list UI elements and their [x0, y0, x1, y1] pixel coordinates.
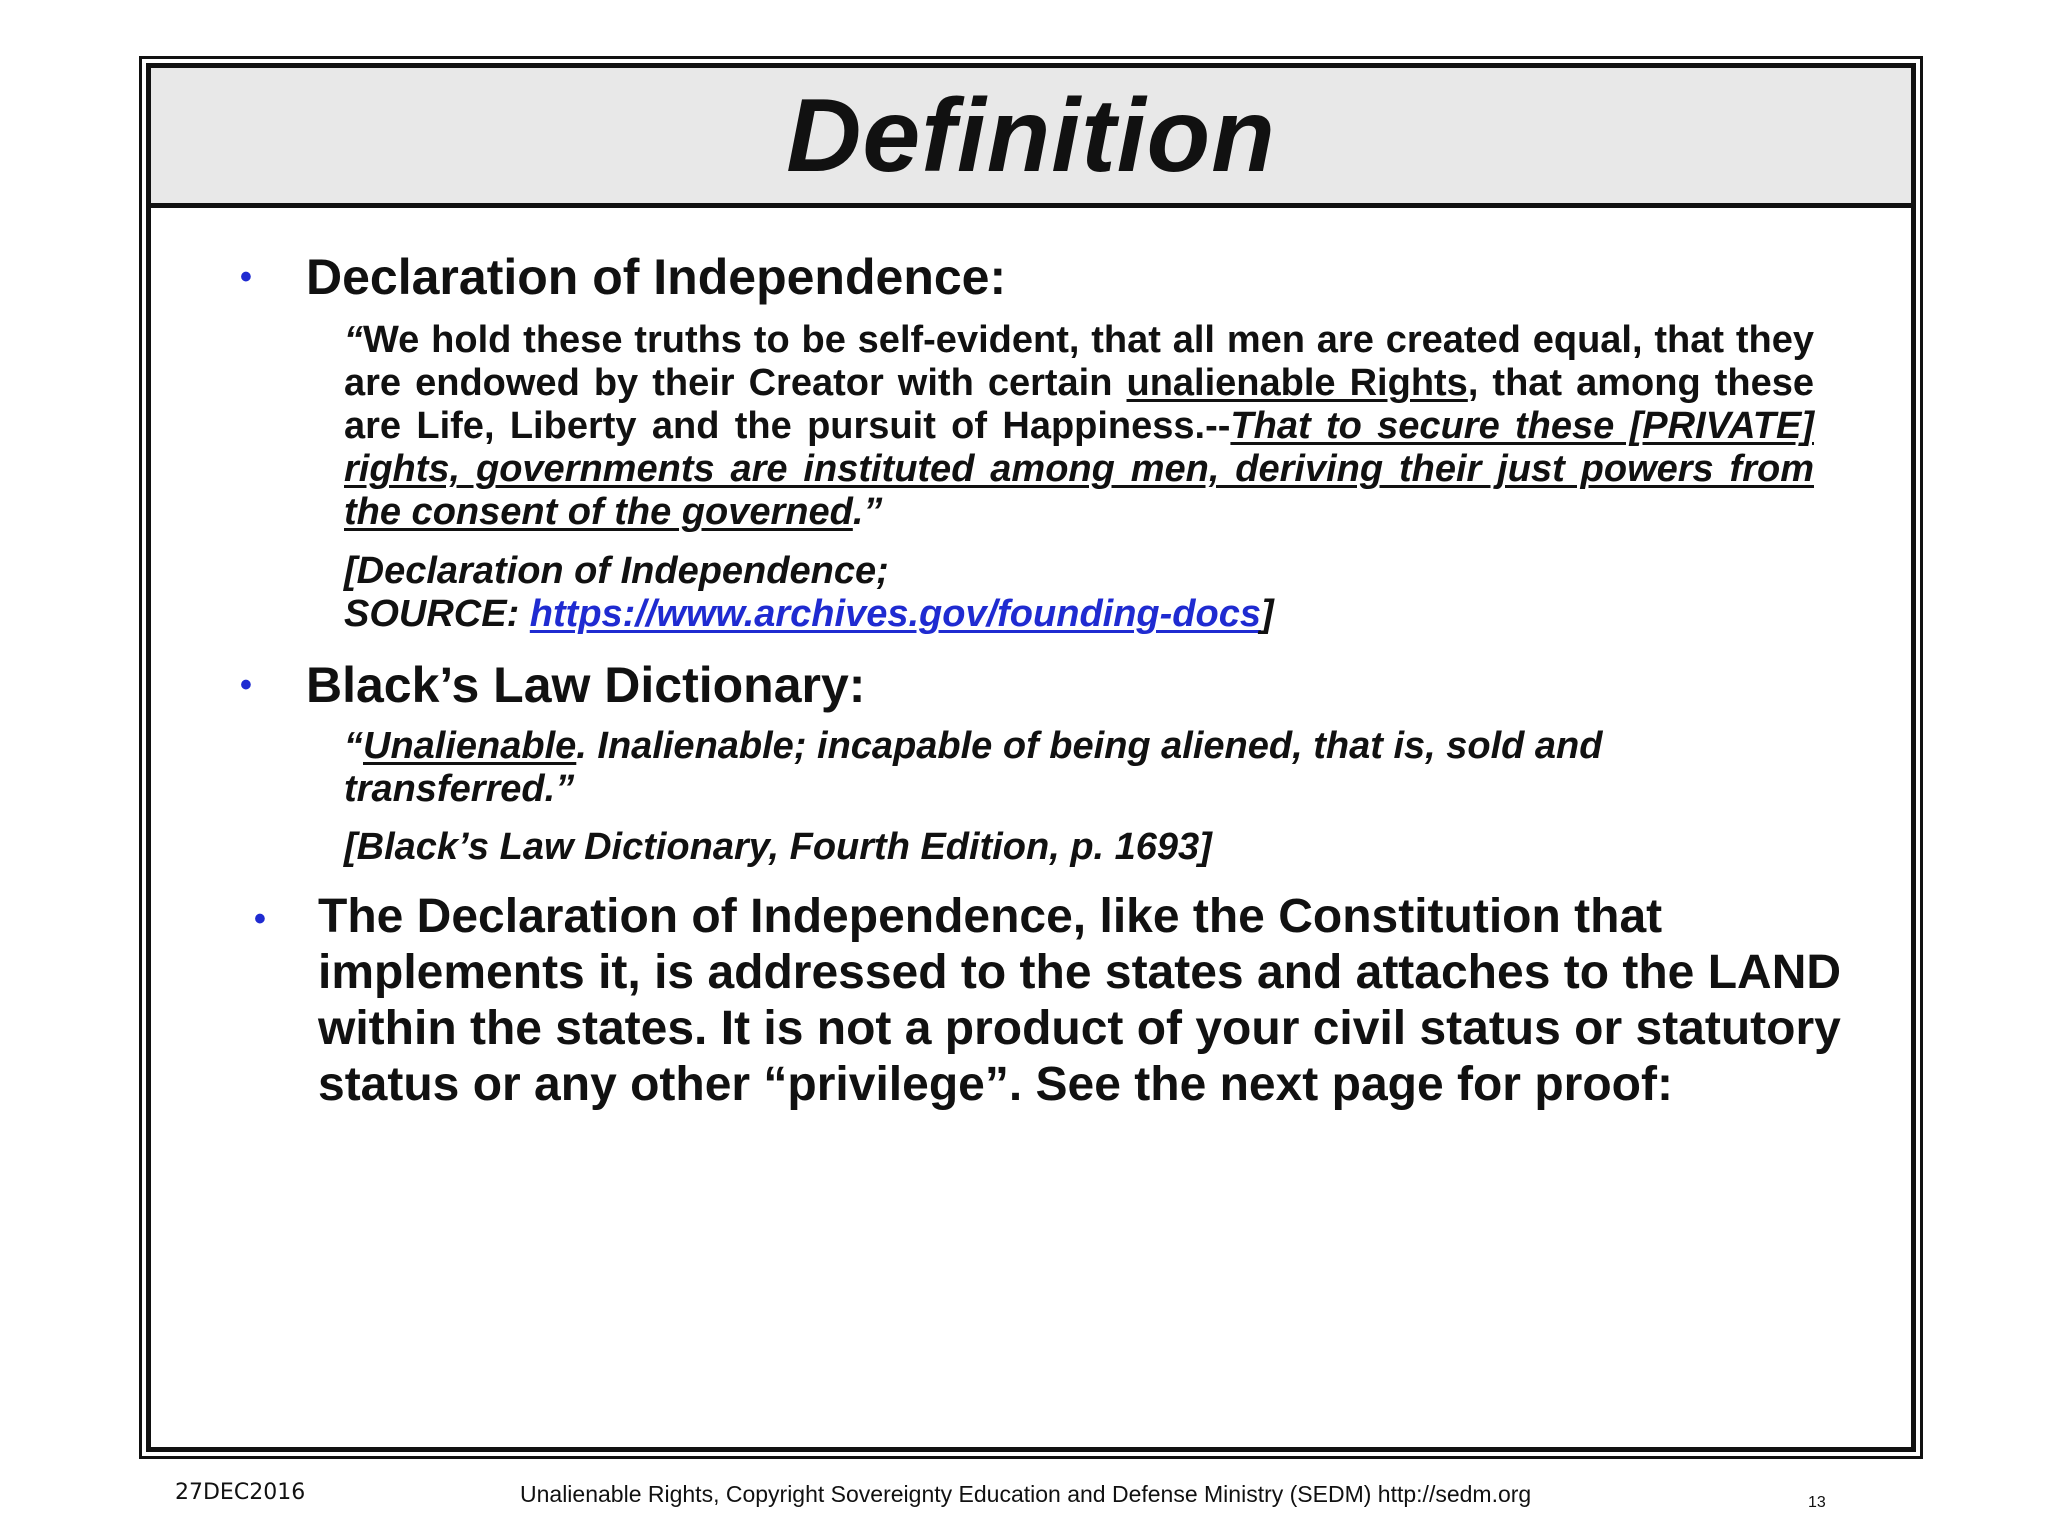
quote-italic-underlined: That to secure these [PRIVATE] rights, governments are instituted among men, deriving their just powers from the consent of the governed: [344, 405, 1814, 533]
section-heading-declaration: Declaration of Independence:: [306, 249, 1007, 305]
citation-line1: [Declaration of Independence;: [344, 550, 889, 592]
citation-close: ]: [1260, 593, 1274, 635]
bullet-icon: •: [254, 900, 266, 938]
quote-underlined-rights: unalienable Rights: [1126, 362, 1468, 404]
blacks-term: Unalienable: [363, 725, 577, 767]
blacks-definition: . Inalienable; incapable of being aliened, that is, sold and transferred.”: [344, 725, 1603, 810]
blacks-quote-open: “: [344, 725, 363, 767]
footer-date: 27DEC2016: [175, 1480, 306, 1505]
page-number: 13: [1808, 1494, 1826, 1511]
citation-source-label: SOURCE:: [344, 593, 530, 635]
footer-copyright: Unalienable Rights, Copyright Sovereignty Education and Defense Ministry (SEDM) http://sedm.org: [520, 1481, 1532, 1507]
blacks-quote: [344, 725, 1724, 811]
title-divider: [151, 203, 1911, 208]
section-heading-blacks: Black’s Law Dictionary:: [306, 657, 866, 713]
quote-text-part2: , that among these are Life, Liberty and the pursuit of Happiness.--: [344, 362, 1815, 447]
citation-line2: [344, 593, 1274, 636]
quote-open-mark: “: [344, 319, 363, 361]
bullet-icon: •: [240, 258, 252, 296]
declaration-quote: [344, 319, 1814, 534]
slide-title: Definition: [786, 78, 1276, 194]
quote-close-mark: .”: [852, 491, 883, 533]
bullet-icon: •: [240, 666, 252, 704]
blacks-citation: [Black’s Law Dictionary, Fourth Edition, p. 1693]: [344, 826, 1212, 868]
declaration-citation: [344, 550, 1274, 636]
body-paragraph: The Declaration of Independence, like the Constitution that implements it, is addressed to the states and attaches to the LAND within the states. It is not a product of your civil status or statutory status or any other “privilege”. See the next page for proof:: [318, 890, 1842, 1111]
quote-text-part1: We hold these truths to be self-evident, that all men are created equal, that they are endowed by their Creator with certain: [344, 319, 1814, 404]
archives-link[interactable]: https://www.archives.gov/founding-docs: [529, 593, 1261, 635]
